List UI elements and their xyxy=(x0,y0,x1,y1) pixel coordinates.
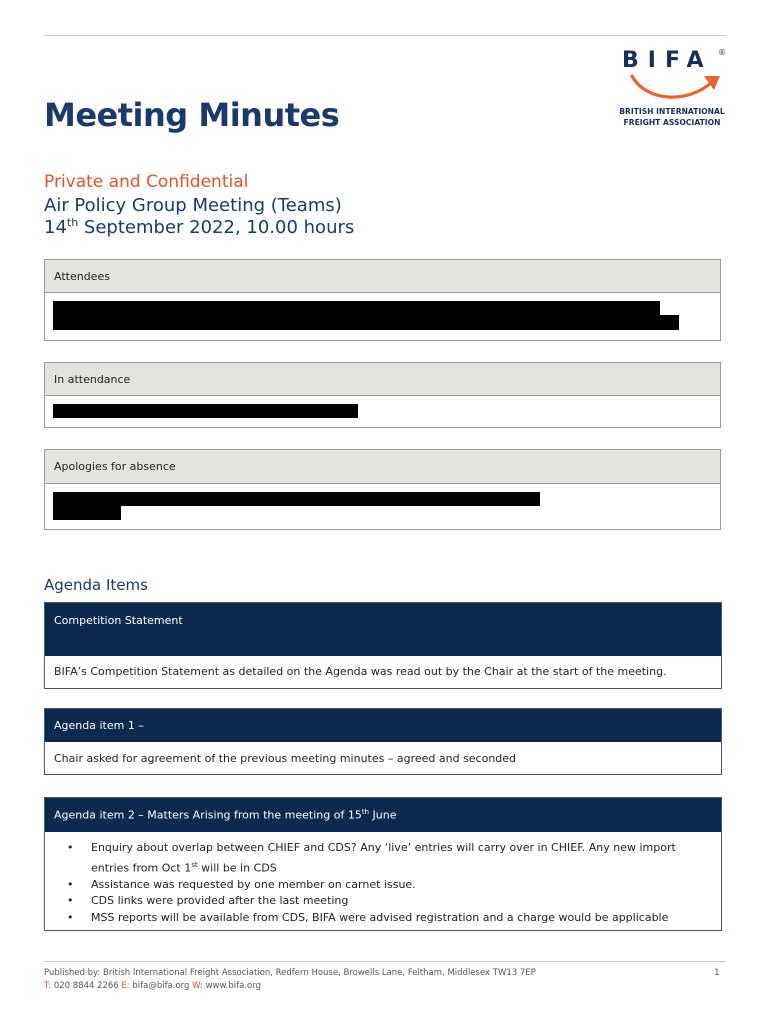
apologies-box xyxy=(44,449,721,530)
confidential-label: Private and Confidential xyxy=(44,172,249,192)
attendees-body xyxy=(45,293,720,340)
bullet-1-line-1: Enquiry about overlap between CHIEF and CDS? Any ‘live’ entries will carry over in CHIEF. Any new import xyxy=(91,841,676,854)
apologies-header: Apologies for absence xyxy=(45,450,720,484)
page-number: 1 xyxy=(714,968,720,978)
in-attendance-body xyxy=(45,396,720,427)
redacted-block xyxy=(53,315,679,330)
logo-line-2: FREIGHT ASSOCIATION xyxy=(623,118,721,127)
bullet-1-line-2: entries from Oct 1 xyxy=(91,861,192,875)
page-title: Meeting Minutes xyxy=(44,96,340,134)
web-label: W: xyxy=(192,981,203,991)
agenda-item-2-title: Agenda item 2 – Matters Arising from the meeting of 15 xyxy=(54,808,362,822)
redacted-block xyxy=(53,492,540,506)
competition-statement-text: BIFA’s Competition Statement as detailed on the Agenda was read out by the Chair at the start of the meeting. xyxy=(54,665,667,678)
agenda-item-1-text: Chair asked for agreement of the previous meeting minutes – agreed and seconded xyxy=(54,752,517,765)
competition-statement-header xyxy=(45,603,721,656)
list-item xyxy=(45,910,721,927)
redacted-block xyxy=(53,301,660,315)
attendees-box xyxy=(44,259,721,341)
meeting-date xyxy=(44,216,354,238)
agenda-item-2-body xyxy=(45,832,721,926)
agenda-item-1-header xyxy=(45,709,721,742)
phone-value: 020 8844 2266 xyxy=(51,981,122,991)
email-label: E: xyxy=(121,981,130,991)
date-rest: September 2022, 10.00 hours xyxy=(78,217,355,238)
competition-statement-body xyxy=(45,656,721,678)
web-value: www.bifa.org xyxy=(202,981,261,991)
email-value: bifa@bifa.org xyxy=(129,981,193,991)
agenda-heading: Agenda Items xyxy=(44,576,148,594)
agenda-item-1-box xyxy=(44,708,722,775)
agenda-item-2-header xyxy=(45,798,721,832)
swoosh-arrow-icon xyxy=(626,72,722,104)
footer-published: Published by: British International Freight Association, Redfern House, Browells Lane, Feltham, Middlesex TW13 7EP xyxy=(44,968,536,978)
competition-statement-title: Competition Statement xyxy=(54,614,183,627)
list-item xyxy=(45,840,721,877)
bifa-logo xyxy=(616,48,728,134)
logo-line-1: BRITISH INTERNATIONAL xyxy=(619,107,725,116)
agenda-item-2-title-post: June xyxy=(369,808,397,822)
in-attendance-box xyxy=(44,362,721,428)
bullet-1-sup: st xyxy=(191,860,198,869)
apologies-body xyxy=(45,484,720,529)
registered-mark: ® xyxy=(718,48,726,57)
meeting-name: Air Policy Group Meeting (Teams) xyxy=(44,195,342,216)
competition-statement-box xyxy=(44,602,722,689)
in-attendance-header: In attendance xyxy=(45,363,720,396)
footer-rule xyxy=(44,961,726,962)
matters-arising-list xyxy=(45,840,721,926)
date-suffix: th xyxy=(66,216,79,229)
redacted-block xyxy=(53,506,121,520)
phone-label: T: xyxy=(44,981,52,991)
logo-wordmark: BIFA xyxy=(622,48,713,73)
list-item xyxy=(45,877,721,894)
agenda-item-1-body xyxy=(45,742,721,765)
agenda-item-2-title-sup: th xyxy=(361,808,370,816)
footer-contacts xyxy=(44,981,261,991)
list-item xyxy=(45,893,721,910)
agenda-item-1-title: Agenda item 1 – xyxy=(54,719,144,732)
logo-subtitle xyxy=(616,106,728,128)
bullet-4-text: MSS reports will be available from CDS, BIFA were advised registration and a charge would be applicable xyxy=(91,910,669,924)
attendees-header: Attendees xyxy=(45,260,720,293)
bullet-3-text: CDS links were provided after the last meeting xyxy=(91,894,349,908)
agenda-item-2-box xyxy=(44,797,722,931)
date-day: 14 xyxy=(44,217,67,238)
redacted-block xyxy=(53,404,358,418)
top-rule xyxy=(44,35,726,36)
bullet-2-text: Assistance was requested by one member on carnet issue. xyxy=(91,877,416,891)
bullet-1-line-2-end: will be in CDS xyxy=(197,861,277,875)
